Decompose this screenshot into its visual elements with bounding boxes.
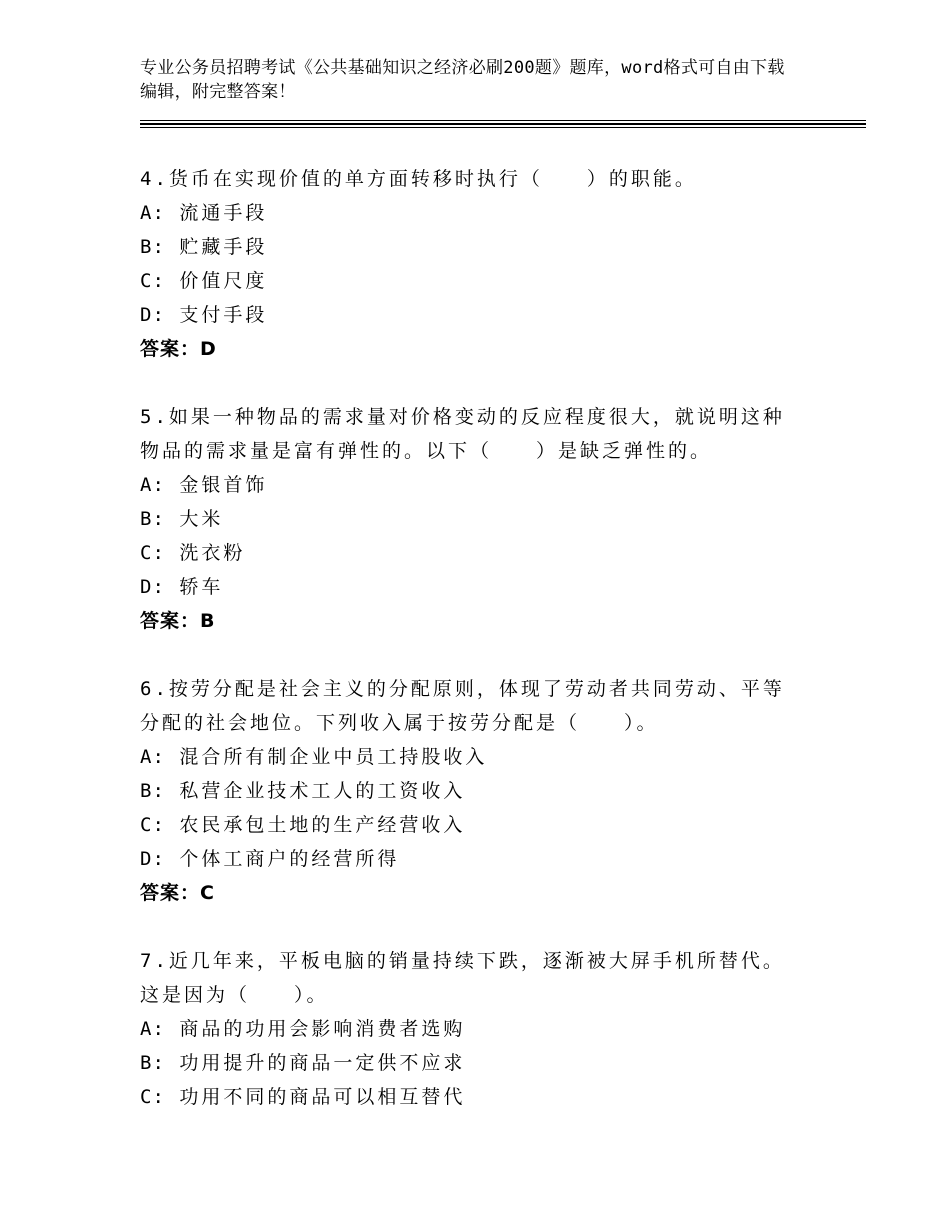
option-letter: C: [140, 270, 165, 292]
option-text: 私营企业技术工人的工资收入 [179, 780, 466, 802]
option-text: 流通手段 [179, 202, 268, 224]
option-letter: B: [140, 1052, 165, 1074]
header-divider-top [140, 120, 866, 121]
option-d [140, 570, 820, 604]
question-stem: 5.如果一种物品的需求量对价格变动的反应程度很大，就说明这种物品的需求量是富有弹性的。以下（ ）是缺乏弹性的。 [140, 406, 785, 462]
option-c [140, 1080, 820, 1114]
option-b [140, 774, 820, 808]
option-b [140, 230, 820, 264]
question-stem: 6.按劳分配是社会主义的分配原则，体现了劳动者共同劳动、平等分配的社会地位。下列收入属于按劳分配是（ ）。 [140, 678, 785, 734]
option-text: 金银首饰 [179, 474, 268, 496]
option-letter: A: [140, 1018, 165, 1040]
question-4 [140, 162, 820, 366]
answer-label: 答案：B [140, 610, 216, 632]
option-letter: D: [140, 576, 165, 598]
option-text: 大米 [179, 508, 224, 530]
option-c [140, 808, 820, 842]
option-a [140, 1012, 820, 1046]
option-letter: C: [140, 814, 165, 836]
header-divider-bottom [140, 127, 866, 128]
question-7 [140, 944, 820, 1114]
question-5 [140, 400, 820, 638]
header-text: 专业公务员招聘考试《公共基础知识之经济必刷200题》题库，word格式可自由下载编辑，附完整答案！ [140, 58, 785, 102]
option-a [140, 740, 820, 774]
option-c [140, 264, 820, 298]
option-d [140, 842, 820, 876]
option-b [140, 502, 820, 536]
option-a [140, 196, 820, 230]
option-b [140, 1046, 820, 1080]
option-letter: A: [140, 474, 165, 496]
answer-label: 答案：D [140, 338, 217, 360]
option-text: 功用提升的商品一定供不应求 [179, 1052, 466, 1074]
option-text: 个体工商户的经营所得 [179, 848, 400, 870]
option-letter: B: [140, 780, 165, 802]
option-letter: C: [140, 1086, 165, 1108]
question-stem: 4.货币在实现价值的单方面转移时执行（ ）的职能。 [140, 168, 697, 190]
option-text: 轿车 [179, 576, 224, 598]
option-d [140, 298, 820, 332]
option-text: 价值尺度 [179, 270, 268, 292]
option-text: 洗衣粉 [179, 542, 246, 564]
option-letter: D: [140, 304, 165, 326]
option-text: 支付手段 [179, 304, 268, 326]
question-list [140, 162, 820, 1148]
option-text: 商品的功用会影响消费者选购 [179, 1018, 466, 1040]
document-header [140, 56, 800, 104]
option-text: 农民承包土地的生产经营收入 [179, 814, 466, 836]
option-c [140, 536, 820, 570]
option-a [140, 468, 820, 502]
option-letter: A: [140, 202, 165, 224]
answer-label: 答案：C [140, 882, 215, 904]
option-letter: B: [140, 508, 165, 530]
option-letter: A: [140, 746, 165, 768]
option-letter: D: [140, 848, 165, 870]
option-text: 功用不同的商品可以相互替代 [179, 1086, 466, 1108]
question-6 [140, 672, 820, 910]
option-text: 贮藏手段 [179, 236, 268, 258]
option-text: 混合所有制企业中员工持股收入 [179, 746, 488, 768]
option-letter: C: [140, 542, 165, 564]
option-letter: B: [140, 236, 165, 258]
question-stem: 7.近几年来，平板电脑的销量持续下跌，逐渐被大屏手机所替代。这是因为（ ）。 [140, 950, 785, 1006]
header-divider-middle [140, 123, 866, 125]
